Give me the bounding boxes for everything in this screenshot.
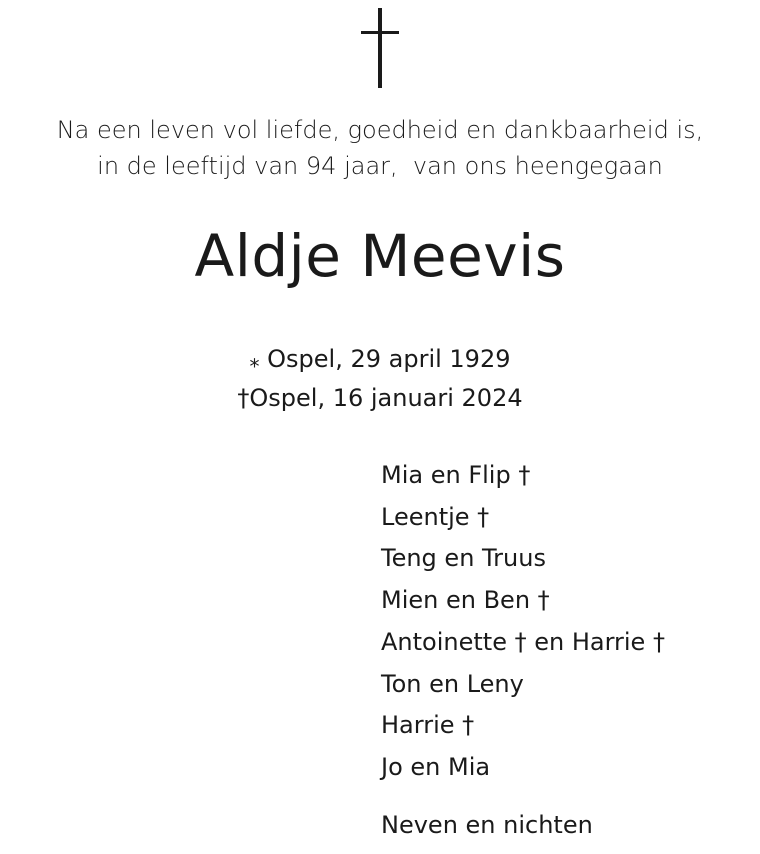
birth-date: Ospel, 29 april 1929 xyxy=(267,345,511,373)
list-item: Harrie † xyxy=(381,711,475,740)
birth-star-icon: ⁎ xyxy=(249,348,260,372)
life-dates xyxy=(0,340,760,417)
relatives-line: Neven en nichten xyxy=(381,811,593,839)
death-date: Ospel, 16 januari 2024 xyxy=(249,384,523,412)
cross-icon-svg xyxy=(360,8,400,92)
list-item: Mien en Ben † xyxy=(381,586,550,615)
birth-row xyxy=(0,340,760,379)
death-cross-icon: † xyxy=(237,384,250,412)
list-item: Teng en Truus xyxy=(381,544,546,573)
list-item: Ton en Leny xyxy=(381,669,524,698)
deceased-name: Aldje Meevis xyxy=(194,222,566,290)
survivors-list xyxy=(381,455,665,789)
intro-line-1: Na een leven vol liefde, goedheid en dankbaarheid is, xyxy=(56,116,704,144)
list-item: Mia en Flip † xyxy=(381,461,531,489)
intro-text xyxy=(0,112,760,184)
list-item: Jo en Mia xyxy=(381,752,491,781)
death-row xyxy=(0,379,760,417)
intro-line-2: in de leeftijd van 94 jaar, van ons heengegaan xyxy=(97,152,663,180)
cross-icon xyxy=(0,8,760,92)
list-item: Antoinette † en Harrie † xyxy=(381,627,665,656)
list-item: Leentje † xyxy=(381,502,490,531)
